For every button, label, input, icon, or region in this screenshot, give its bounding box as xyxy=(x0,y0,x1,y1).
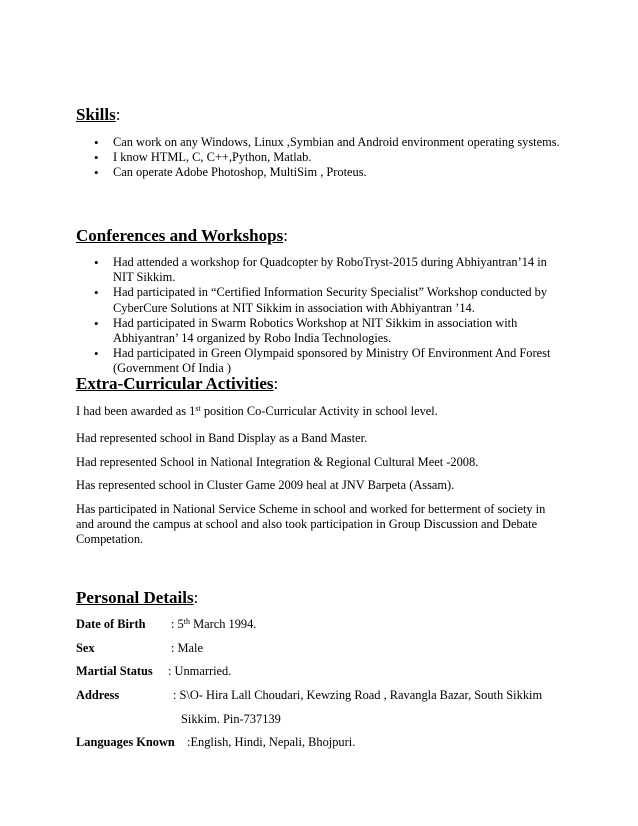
marital-status-value: : Unmarried. xyxy=(168,664,232,678)
list-item: • Can work on any Windows, Linux ,Symbian and Android environment operating systems. xyxy=(94,135,564,150)
list-item: • Had participated in Swarm Robotics Workshop at NIT Sikkim in association with Abhiyantran’ 14 organized by Robo India Technologies. xyxy=(94,316,564,346)
conferences-heading-colon: : xyxy=(283,226,288,245)
address-label: Address xyxy=(76,688,120,702)
languages-label: Languages Known xyxy=(76,735,175,749)
marital-status-label: Martial Status xyxy=(76,664,153,678)
conferences-heading xyxy=(76,226,288,246)
dob-value-end: March 1994. xyxy=(189,617,257,631)
extra-paragraph-integration: Had represented School in National Integration & Regional Cultural Meet -2008. xyxy=(76,455,479,469)
conferences-list xyxy=(94,255,564,377)
skills-heading-text: Skills xyxy=(76,105,116,124)
award-ordinal-suffix: st xyxy=(195,404,201,413)
dob-ordinal-suffix: th xyxy=(183,617,190,626)
extra-paragraph-nss: Has participated in National Service Scheme in school and worked for betterment of society in and around the campus at school and also took participation in Group Discussion and Debate Competation. xyxy=(76,502,546,547)
list-item: • Had participated in “Certified Information Security Specialist” Workshop conducted by CyberCure Solutions at NIT Sikkim in association with Abhiyantran ’14. xyxy=(94,285,564,315)
personal-heading-text: Personal Details xyxy=(76,588,194,607)
extra-paragraph-award xyxy=(76,404,556,419)
extra-paragraph-band: Had represented school in Band Display as a Band Master. xyxy=(76,431,368,445)
personal-heading xyxy=(76,588,198,608)
skills-heading-colon: : xyxy=(115,105,121,124)
list-item: • Had attended a workshop for Quadcopter by RoboTryst-2015 during Abhiyantran’14 in NIT Sikkim. xyxy=(94,255,564,285)
extra-heading xyxy=(76,374,278,394)
dob-label: Date of Birth xyxy=(76,617,146,631)
award-text-end: position Co-Curricular Activity in school level. xyxy=(200,404,438,418)
extra-heading-colon: : xyxy=(273,374,279,393)
skills-list xyxy=(94,135,564,181)
sex-value: : Male xyxy=(171,641,203,655)
address-line-1: : S\O- Hira Lall Choudari, Kewzing Road , Ravangla Bazar, South Sikkim xyxy=(173,688,543,702)
skills-heading xyxy=(76,105,120,125)
award-text-start: I had been awarded as 1 xyxy=(76,404,196,418)
extra-paragraph-cluster-game: Has represented school in Cluster Game 2009 heal at JNV Barpeta (Assam). xyxy=(76,478,455,492)
dob-value xyxy=(171,617,256,632)
dob-value-start: : 5 xyxy=(171,617,184,631)
languages-value: :English, Hindi, Nepali, Bhojpuri. xyxy=(187,735,356,749)
personal-heading-colon: : xyxy=(193,588,199,607)
extra-heading-text: Extra-Curricular Activities xyxy=(76,374,274,393)
conferences-heading-text: Conferences and Workshops xyxy=(76,226,284,245)
list-item: • I know HTML, C, C++,Python, Matlab. xyxy=(94,150,564,165)
list-item: • Can operate Adobe Photoshop, MultiSim , Proteus. xyxy=(94,165,564,180)
list-item: • Had participated in Green Olympaid sponsored by Ministry Of Environment And Forest (Government Of India ) xyxy=(94,346,564,376)
address-line-2: Sikkim. Pin-737139 xyxy=(181,712,281,726)
sex-label: Sex xyxy=(76,641,95,655)
